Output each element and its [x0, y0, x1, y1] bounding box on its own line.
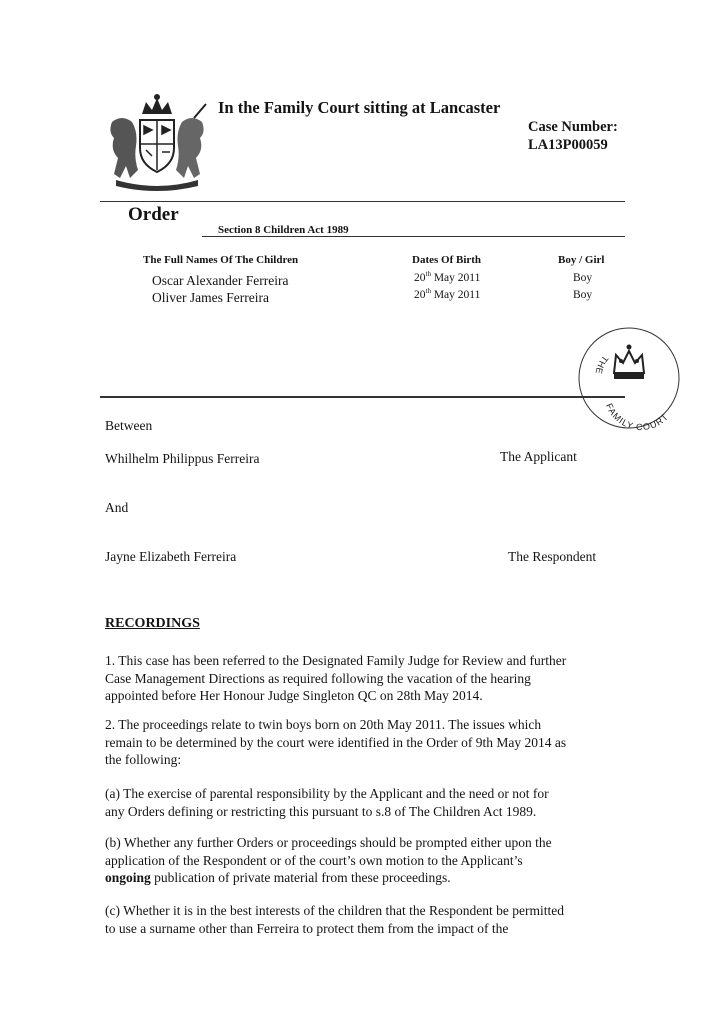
- child-dob: 20th May 2011: [414, 287, 481, 301]
- paragraph-c: [105, 902, 625, 937]
- paragraph-line: 1. This case has been referred to the Designated Family Judge for Review and further: [105, 653, 567, 668]
- court-title: In the Family Court sitting at Lancaster: [218, 98, 501, 117]
- case-number-label: Case Number:: [528, 119, 618, 135]
- paragraph-line: remain to be determined by the court were identified in the Order of 9th May 2014 as: [105, 734, 567, 750]
- case-number-block: [528, 118, 618, 154]
- family-court-seal: [576, 325, 682, 431]
- paragraph-line: Case Management Directions as required following the vacation of the hearing: [105, 670, 531, 686]
- paragraph-line: to use a surname other than Ferreira to protect them from the impact of the: [105, 920, 509, 936]
- section-divider: [202, 236, 625, 237]
- paragraph-line: 2. The proceedings relate to twin boys born on 20th May 2011. The issues which: [105, 717, 542, 732]
- order-section: Section 8 Children Act 1989: [218, 224, 349, 236]
- paragraph-line: the following:: [105, 752, 182, 767]
- recordings-heading: RECORDINGS: [105, 616, 200, 631]
- seal-text-bottom: FAMILY COURT: [604, 401, 671, 431]
- paragraph-line: (c) Whether it is in the best interests of the children that the Respondent be permitted: [105, 903, 564, 918]
- column-header-dob: Dates Of Birth: [412, 254, 482, 266]
- paragraph-line: application of the Respondent or of the court’s own motion to the Applicant’s: [105, 852, 523, 868]
- emphasis-ongoing: ongoing: [105, 870, 151, 885]
- child-dob: 20th May 2011: [414, 270, 481, 284]
- table-divider: [100, 396, 625, 398]
- royal-coat-of-arms-icon: [102, 92, 212, 192]
- column-header-sex: Boy / Girl: [558, 254, 605, 266]
- paragraph-line: (a) The exercise of parental responsibility by the Applicant and the need or not for: [105, 786, 549, 801]
- applicant-role: The Applicant: [500, 449, 577, 464]
- paragraph-a: [105, 785, 625, 820]
- respondent-name: Jayne Elizabeth Ferreira: [105, 549, 237, 564]
- svg-text:THE: [593, 354, 610, 376]
- order-title: Order: [128, 204, 179, 225]
- case-number: LA13P00059: [528, 137, 608, 153]
- child-sex: Boy: [573, 272, 593, 284]
- respondent-role: The Respondent: [508, 549, 597, 564]
- seal-text-left: THE: [593, 353, 611, 376]
- svg-text:FAMILY COURT: [604, 402, 670, 431]
- paragraph-line: appointed before Her Honour Judge Singleton QC on 28th May 2014.: [105, 688, 483, 703]
- child-sex: Boy: [573, 289, 593, 301]
- paragraph-line: any Orders defining or restricting this pursuant to s.8 of The Children Act 1989.: [105, 803, 537, 819]
- applicant-name: Whilhelm Philippus Ferreira: [105, 451, 260, 466]
- child-name: Oscar Alexander Ferreira: [152, 273, 289, 288]
- paragraph-1: [105, 652, 625, 705]
- between-label: Between: [105, 418, 153, 433]
- column-header-names: The Full Names Of The Children: [143, 254, 299, 266]
- paragraph-2: [105, 716, 625, 769]
- and-label: And: [105, 500, 129, 515]
- header-divider: [100, 201, 625, 202]
- child-name: Oliver James Ferreira: [152, 290, 269, 305]
- paragraph-b: [105, 834, 625, 887]
- crown-seal-icon: [614, 345, 644, 380]
- paragraph-line: ongoing publication of private material from these proceedings.: [105, 870, 451, 885]
- paragraph-line: (b) Whether any further Orders or proceedings should be prompted either upon the: [105, 835, 552, 850]
